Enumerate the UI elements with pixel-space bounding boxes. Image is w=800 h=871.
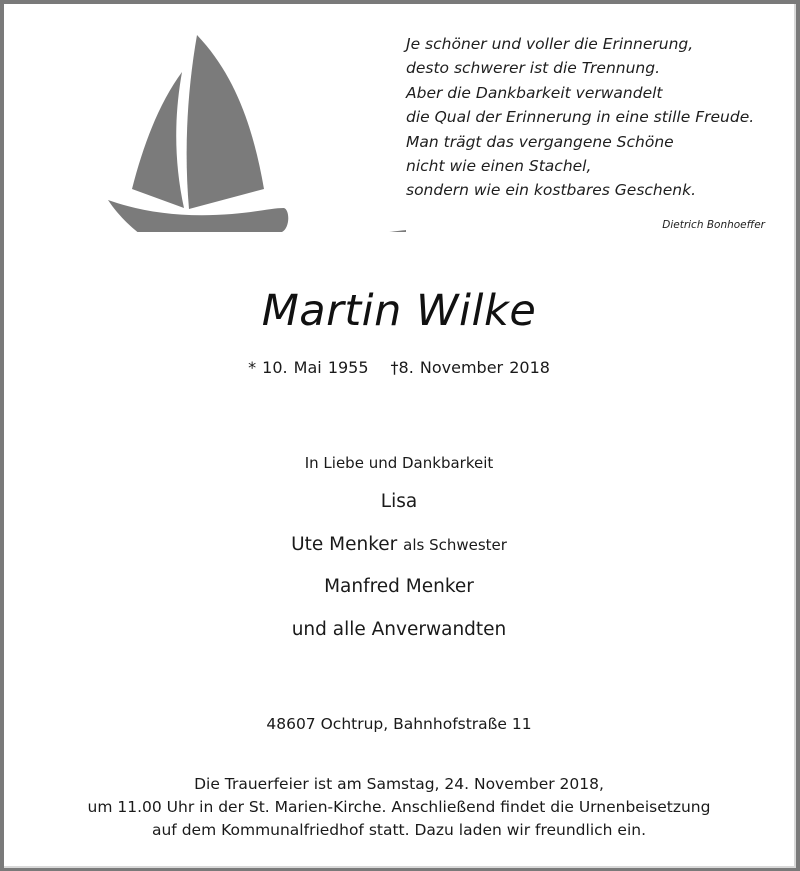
mourner-entry xyxy=(4,619,794,640)
mourner-entry xyxy=(4,534,794,555)
mourner-name: und alle Anverwandten xyxy=(291,619,507,640)
birth-date: * 10. Mai 1955 xyxy=(248,358,369,377)
mourners-greeting: In Liebe und Dankbarkeit xyxy=(304,454,494,472)
funeral-notice-line: um 11.00 Uhr in der St. Marien-Kirche. Anschließend findet die Urnenbeisetzung xyxy=(87,798,711,816)
poem-line: desto schwerer ist die Trennung. xyxy=(406,59,661,78)
poem-line: sondern wie ein kostbares Geschenk. xyxy=(406,181,697,200)
mourner-name: Manfred Menker xyxy=(324,576,474,597)
mourner-entry xyxy=(4,491,794,512)
death-date: †8. November 2018 xyxy=(390,358,550,377)
mourner-entry xyxy=(4,576,794,597)
mourner-name: Lisa xyxy=(380,491,418,512)
poem-line: Aber die Dankbarkeit verwandelt xyxy=(406,83,663,102)
family-address: 48607 Ochtrup, Bahnhofstraße 11 xyxy=(266,715,532,733)
poem-quote xyxy=(406,32,754,203)
mourner-relation: als Schwester xyxy=(403,536,507,554)
funeral-notice xyxy=(4,773,794,842)
poem-line: die Qual der Erinnerung in eine stille Freude. xyxy=(406,108,755,127)
sailboat-icon xyxy=(32,32,412,232)
poem-line: nicht wie einen Stachel, xyxy=(406,157,592,176)
funeral-notice-line: auf dem Kommunalfriedhof statt. Dazu laden wir freundlich ein. xyxy=(151,821,647,839)
poem-line: Je schöner und voller die Erinnerung, xyxy=(406,35,694,53)
mourner-name: Ute Menker xyxy=(291,534,398,555)
poem-line: Man trägt das vergangene Schöne xyxy=(406,132,674,151)
obituary-card xyxy=(4,4,796,868)
poem-author: Dietrich Bonhoeffer xyxy=(662,219,765,231)
funeral-notice-line: Die Trauerfeier ist am Samstag, 24. November 2018, xyxy=(194,775,604,793)
life-dates xyxy=(4,358,794,377)
deceased-name: Martin Wilke xyxy=(261,286,537,336)
